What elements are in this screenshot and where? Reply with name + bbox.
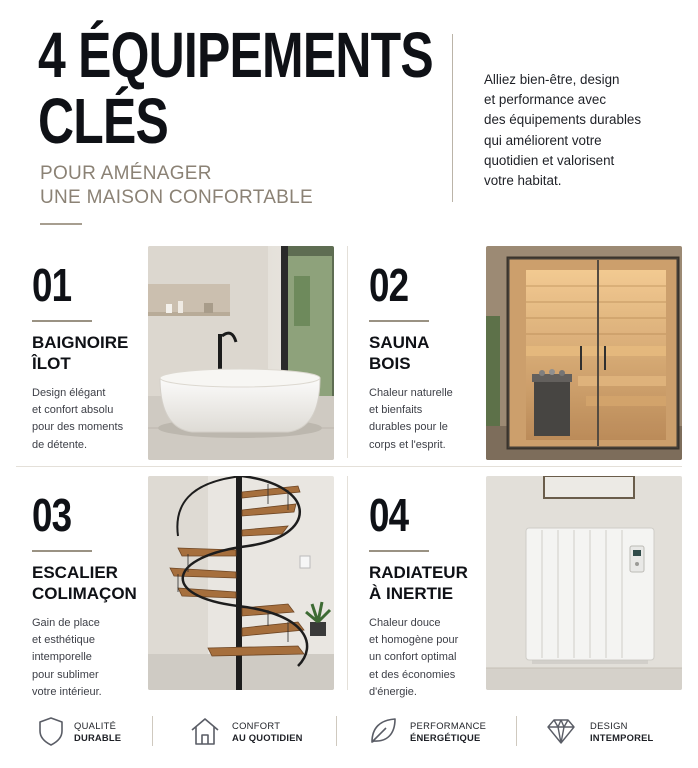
bathtub-photo (148, 246, 334, 460)
card-desc-line: et esthétique (32, 634, 95, 647)
intro-paragraph (484, 70, 684, 191)
card-description (32, 385, 123, 454)
title-underline (40, 223, 82, 225)
leaf-icon (366, 714, 400, 748)
equipment-card-radiator-text (369, 489, 481, 698)
card-number-underline (369, 320, 429, 322)
intro-line: et performance avec (484, 92, 607, 108)
equipment-card-staircase-text (32, 489, 144, 698)
diamond-icon (544, 714, 578, 748)
feature-label-line2: DURABLE (74, 732, 122, 743)
card-desc-line: Gain de place (32, 617, 100, 629)
header-divider (452, 34, 453, 202)
feature-energy (366, 712, 496, 750)
card-title-line: SAUNA (369, 333, 430, 352)
feature-separator (336, 716, 337, 746)
card-title (32, 562, 137, 604)
grid-horizontal-divider (16, 466, 682, 467)
card-description (369, 615, 458, 701)
equipment-card-sauna-text (369, 259, 481, 462)
feature-label (232, 720, 303, 744)
card-title-line: BAIGNOIRE (32, 333, 129, 352)
title-line-1: 4 ÉQUIPEMENTS (38, 19, 433, 91)
card-desc-line: d'énergie. (369, 685, 417, 698)
card-number: 03 (32, 489, 72, 541)
card-desc-line: Chaleur douce (369, 617, 441, 629)
house-icon (188, 714, 222, 748)
feature-label (74, 720, 121, 744)
subtitle-line-2: UNE MAISON CONFORTABLE (40, 187, 313, 208)
card-description (32, 615, 102, 701)
page-subtitle (40, 162, 313, 210)
intro-line: quotidien et valorisent (484, 152, 615, 168)
feature-label (410, 720, 486, 744)
card-desc-line: pour des moments (32, 421, 124, 434)
spiral-staircase-photo (148, 476, 334, 690)
grid-vertical-divider-bottom (347, 476, 348, 690)
sauna-photo (486, 246, 682, 460)
card-title-line: À INERTIE (369, 584, 454, 603)
card-number-underline (32, 550, 92, 552)
intro-line: votre habitat. (484, 173, 562, 189)
feature-label (590, 720, 653, 744)
card-title (369, 562, 468, 604)
card-title-line: BOIS (369, 354, 411, 373)
card-desc-line: corps et l'esprit. (369, 438, 446, 451)
card-desc-line: Design élégant (32, 387, 106, 399)
intro-line: des équipements durables (484, 112, 642, 128)
feature-design (544, 712, 674, 750)
card-desc-line: de détente. (32, 438, 88, 451)
feature-label-line1: QUALITÉ (74, 720, 117, 731)
card-number-underline (369, 550, 429, 552)
equipment-card-bathtub-text (32, 259, 144, 462)
grid-vertical-divider-top (347, 246, 348, 458)
card-desc-line: un confort optimal (369, 651, 457, 664)
card-title (32, 332, 128, 374)
card-number: 04 (369, 489, 409, 541)
card-number-underline (32, 320, 92, 322)
card-desc-line: durables pour le (369, 421, 448, 434)
radiator-photo (486, 476, 682, 690)
card-title-line: COLIMAÇON (32, 584, 137, 603)
feature-label-line1: DESIGN (590, 720, 628, 731)
card-desc-line: et homogène pour (369, 634, 459, 647)
feature-label-line2: INTEMPOREL (590, 732, 654, 743)
feature-label-line2: ÉNERGÉTIQUE (410, 732, 481, 743)
card-desc-line: intemporelle (32, 651, 92, 664)
card-title-line: ESCALIER (32, 563, 118, 582)
card-desc-line: votre intérieur. (32, 685, 102, 698)
feature-label-line1: CONFORT (232, 720, 281, 731)
subtitle-line-1: POUR AMÉNAGER (40, 163, 212, 184)
intro-line: qui améliorent votre (484, 132, 602, 148)
feature-label-line1: PERFORMANCE (410, 720, 487, 731)
intro-line: Alliez bien-être, design (484, 72, 620, 87)
feature-separator (152, 716, 153, 746)
title-line-2: CLÉS (38, 85, 169, 157)
card-desc-line: Chaleur naturelle (369, 387, 453, 399)
card-title-line: ÎLOT (32, 354, 71, 373)
feature-label-line2: AU QUOTIDIEN (232, 732, 303, 743)
feature-quality (34, 712, 144, 750)
card-desc-line: et bienfaits (369, 404, 423, 417)
shield-icon (34, 714, 68, 748)
card-desc-line: pour sublimer (32, 668, 99, 681)
card-description (369, 385, 453, 454)
card-desc-line: et confort absolu (32, 404, 114, 417)
card-number: 01 (32, 259, 72, 311)
feature-separator (516, 716, 517, 746)
feature-comfort (188, 712, 318, 750)
card-title (369, 332, 429, 374)
card-desc-line: et des économies (369, 668, 456, 681)
card-number: 02 (369, 259, 409, 311)
page-title (38, 19, 433, 157)
card-title-line: RADIATEUR (369, 563, 468, 582)
